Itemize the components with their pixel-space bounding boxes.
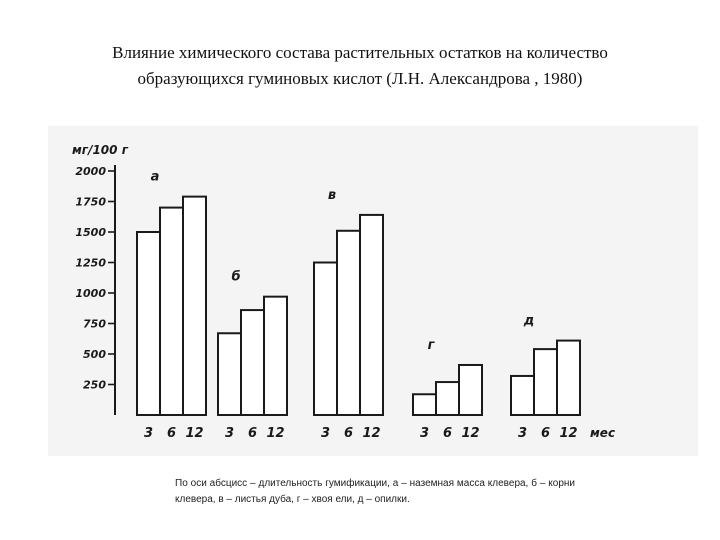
x-tick-label: 6	[442, 426, 453, 441]
y-tick-label: 750	[83, 317, 106, 331]
y-tick-label: 2000	[75, 165, 106, 178]
group-label-б: б	[231, 269, 241, 285]
x-axis-label: мес	[590, 426, 616, 440]
y-tick-label: 1250	[75, 256, 106, 270]
x-tick-label: 12	[559, 426, 578, 441]
bar-а-3	[137, 232, 160, 415]
x-tick-label: 12	[185, 426, 204, 441]
x-tick-label: 12	[266, 426, 285, 441]
x-tick-label: 3	[143, 426, 154, 441]
bar-б-3	[218, 333, 241, 415]
group-label-д: д	[523, 313, 535, 329]
title-line-2: образующихся гуминовых кислот (Л.Н. Александрова , 1980)	[137, 69, 583, 88]
y-tick-label: 500	[83, 348, 106, 361]
bar-а-12	[183, 197, 206, 415]
x-tick-label: 12	[461, 426, 480, 441]
bar-д-3	[511, 376, 534, 415]
bar-б-6	[241, 310, 264, 415]
y-tick-label: 1750	[75, 195, 106, 209]
bar-в-6	[337, 231, 360, 415]
x-tick-label: 6	[343, 426, 354, 441]
group-label-в: в	[327, 187, 337, 203]
chart-title	[0, 40, 720, 92]
bar-б-12	[264, 297, 287, 415]
bar-г-12	[459, 365, 482, 415]
x-tick-label: 12	[362, 426, 381, 441]
x-tick-label: 3	[517, 426, 528, 441]
y-axis-label: мг/100 г	[72, 143, 128, 157]
bar-г-6	[436, 382, 459, 415]
bar-д-12	[557, 341, 580, 415]
bar-в-12	[360, 215, 383, 415]
x-tick-label: 3	[320, 426, 331, 441]
title-line-1: Влияние химического состава растительных остатков на количество	[112, 43, 608, 62]
x-tick-label: 6	[540, 426, 551, 441]
y-tick-label: 250	[83, 378, 106, 392]
bar-в-3	[314, 263, 337, 416]
y-tick-label: 1500	[75, 226, 106, 239]
x-tick-label: 6	[166, 426, 177, 441]
bar-а-6	[160, 208, 183, 415]
x-tick-label: 3	[224, 426, 235, 441]
figure-caption: По оси абсцисс – длительность гумификации, а – наземная масса клевера, б – корни клевера, в – листья дуба, г – хвоя ели, д – опилки.	[175, 478, 575, 505]
bar-г-3	[413, 394, 436, 415]
y-tick-label: 1000	[75, 287, 106, 300]
group-label-а: а	[150, 169, 160, 185]
x-tick-label: 6	[247, 426, 258, 441]
bar-д-6	[534, 349, 557, 415]
group-label-г: г	[427, 337, 435, 353]
x-tick-label: 3	[419, 426, 430, 441]
bar-chart	[48, 126, 698, 456]
